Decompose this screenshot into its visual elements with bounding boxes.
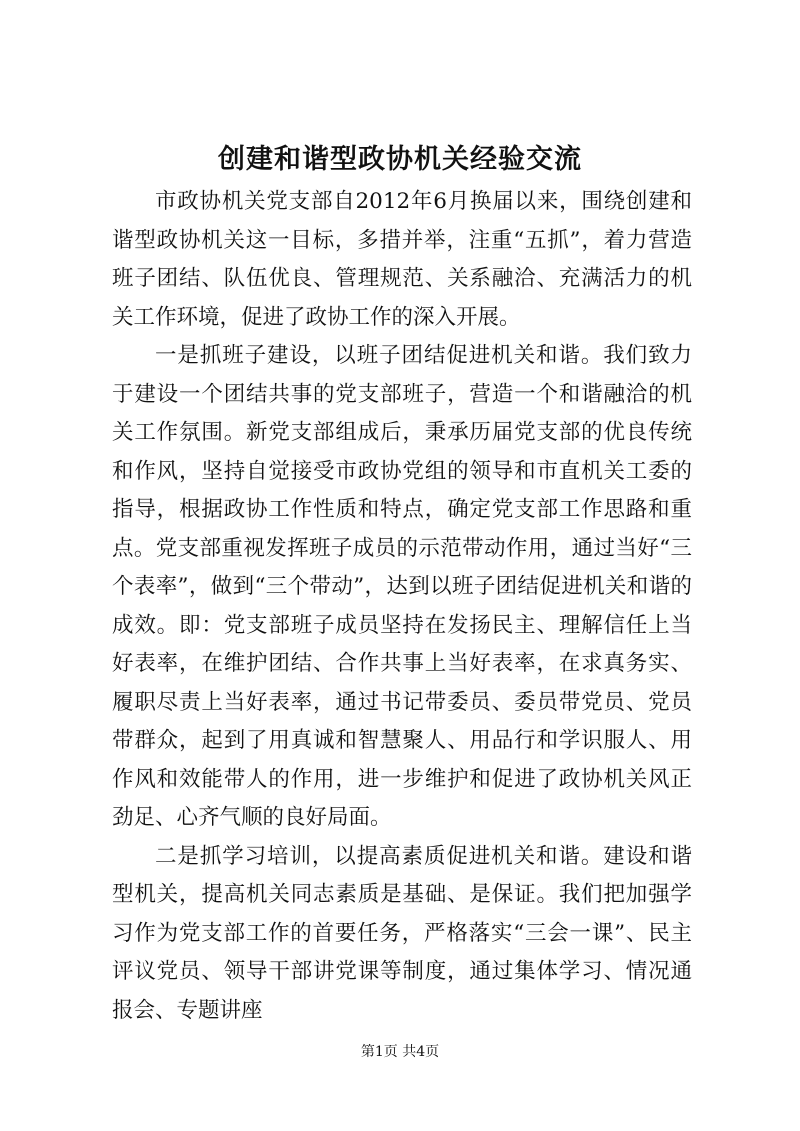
document-body [112, 183, 692, 1030]
document-title: 创建和谐型政协机关经验交流 [218, 144, 582, 175]
page-number-footer: 第1页 共4页 [360, 1044, 440, 1060]
paragraph-team-building: 一是抓班子建设，以班子团结促进机关和谐。我们致力于建设一个团结共事的党支部班子，营造一个和谐融洽的机关工作氛围。新党支部组成后，秉承历届党支部的优良传统和作风，坚持自觉接受市政协党组的领导和市直机关工委的指导，根据政协工作性质和特点，确定党支部工作思路和重点。党支部重视发挥班子成员的示范带动作用，通过当好“三个表率”，做到“三个带动”，达到以班子团结促进机关和谐的成效。即：党支部班子成员坚持在发扬民主、理解信任上当好表率，在维护团结、合作共事上当好表率，在求真务实、履职尽责上当好表率，通过书记带委员、委员带党员、党员带群众，起到了用真诚和智慧聚人、用品行和学识服人、用作风和效能带人的作用，进一步维护和促进了政协机关风正劲足、心齐气顺的良好局面。 [112, 343, 692, 830]
paragraph-study-training: 二是抓学习培训，以提高素质促进机关和谐。建设和谐型机关，提高机关同志素质是基础、是保证。我们把加强学习作为党支部工作的首要任务，严格落实“三会一课”、民主评议党员、领导干部讲党课等制度，通过集体学习、情况通报会、专题讲座 [112, 843, 692, 1023]
paragraph-intro: 市政协机关党支部自2012年6月换届以来，围绕创建和谐型政协机关这一目标，多措并举，注重“五抓”，着力营造班子团结、队伍优良、管理规范、关系融洽、充满活力的机关工作环境，促进了政协工作的深入开展。 [112, 189, 692, 330]
